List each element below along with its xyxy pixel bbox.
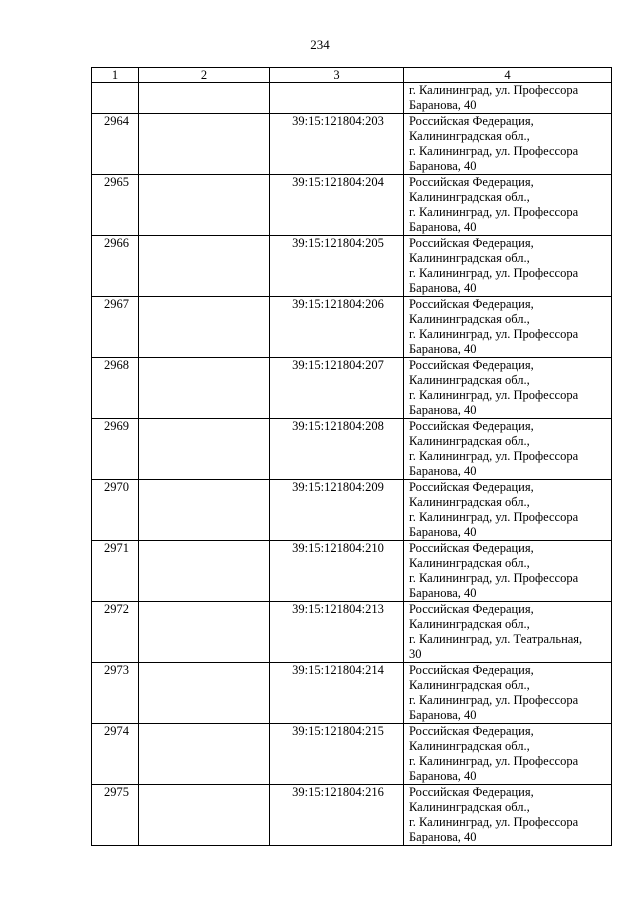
- address-line: Калининградская обл.,: [409, 129, 530, 143]
- cadastral-number-cell: 39:15:121804:215: [270, 724, 404, 785]
- address-line: Российская Федерация,: [409, 785, 534, 799]
- address-line: г. Калининград, ул. Профессора: [409, 815, 579, 829]
- address-line: Баранова, 40: [409, 403, 477, 417]
- col2-cell: [139, 297, 270, 358]
- cadastral-number-cell: 39:15:121804:208: [270, 419, 404, 480]
- address-line: Баранова, 40: [409, 159, 477, 173]
- col2-cell: [139, 480, 270, 541]
- col2-cell: [139, 419, 270, 480]
- address-cell: [404, 602, 612, 663]
- address-line: Баранова, 40: [409, 98, 477, 112]
- table-row: [92, 419, 612, 480]
- address-line: Калининградская обл.,: [409, 678, 530, 692]
- cadastral-number-cell: 39:15:121804:205: [270, 236, 404, 297]
- row-number-cell: 2974: [92, 724, 139, 785]
- address-line: г. Калининград, ул. Профессора: [409, 266, 579, 280]
- column-header-3: 3: [270, 68, 404, 83]
- address-line: г. Калининград, ул. Профессора: [409, 327, 579, 341]
- table-row: [92, 358, 612, 419]
- table-row: [92, 480, 612, 541]
- row-number-cell: 2969: [92, 419, 139, 480]
- table-header: [92, 68, 612, 83]
- address-line: Российская Федерация,: [409, 602, 534, 616]
- address-line: Баранова, 40: [409, 769, 477, 783]
- row-number-cell: [92, 83, 139, 114]
- address-cell: [404, 480, 612, 541]
- address-cell: [404, 785, 612, 846]
- table-row: [92, 602, 612, 663]
- address-line: Российская Федерация,: [409, 114, 534, 128]
- row-number-cell: 2964: [92, 114, 139, 175]
- row-number-cell: 2966: [92, 236, 139, 297]
- address-line: г. Калининград, ул. Профессора: [409, 693, 579, 707]
- address-cell: [404, 663, 612, 724]
- address-line: Калининградская обл.,: [409, 556, 530, 570]
- address-line: г. Калининград, ул. Профессора: [409, 205, 579, 219]
- column-header-1: 1: [92, 68, 139, 83]
- address-line: Баранова, 40: [409, 281, 477, 295]
- address-line: г. Калининград, ул. Профессора: [409, 510, 579, 524]
- address-line: Баранова, 40: [409, 708, 477, 722]
- address-line: Российская Федерация,: [409, 724, 534, 738]
- cadastral-number-cell: 39:15:121804:203: [270, 114, 404, 175]
- table-row: [92, 785, 612, 846]
- cadastral-number-cell: 39:15:121804:213: [270, 602, 404, 663]
- address-line: Российская Федерация,: [409, 236, 534, 250]
- table-row: [92, 663, 612, 724]
- cadastral-number-cell: 39:15:121804:204: [270, 175, 404, 236]
- address-line: Баранова, 40: [409, 220, 477, 234]
- table-row: [92, 541, 612, 602]
- address-line: Баранова, 40: [409, 342, 477, 356]
- address-cell: [404, 236, 612, 297]
- row-number-cell: 2967: [92, 297, 139, 358]
- row-number-cell: 2970: [92, 480, 139, 541]
- row-number-cell: 2971: [92, 541, 139, 602]
- address-line: Баранова, 40: [409, 525, 477, 539]
- table-body: [92, 83, 612, 846]
- col2-cell: [139, 724, 270, 785]
- address-cell: [404, 358, 612, 419]
- address-line: г. Калининград, ул. Профессора: [409, 754, 579, 768]
- address-line: Калининградская обл.,: [409, 190, 530, 204]
- address-cell: [404, 175, 612, 236]
- address-line: г. Калининград, ул. Профессора: [409, 83, 579, 97]
- col2-cell: [139, 236, 270, 297]
- cadastral-number-cell: 39:15:121804:210: [270, 541, 404, 602]
- address-line: Российская Федерация,: [409, 419, 534, 433]
- column-header-2: 2: [139, 68, 270, 83]
- row-number-cell: 2968: [92, 358, 139, 419]
- col2-cell: [139, 83, 270, 114]
- table-row: [92, 114, 612, 175]
- col2-cell: [139, 114, 270, 175]
- address-line: г. Калининград, ул. Профессора: [409, 449, 579, 463]
- address-line: г. Калининград, ул. Профессора: [409, 144, 579, 158]
- address-line: г. Калининград, ул. Профессора: [409, 388, 579, 402]
- address-line: Российская Федерация,: [409, 480, 534, 494]
- address-line: Российская Федерация,: [409, 663, 534, 677]
- address-line: Российская Федерация,: [409, 175, 534, 189]
- address-line: Калининградская обл.,: [409, 373, 530, 387]
- address-line: Калининградская обл.,: [409, 739, 530, 753]
- address-line: Калининградская обл.,: [409, 617, 530, 631]
- address-line: Баранова, 40: [409, 830, 477, 844]
- address-cell: [404, 419, 612, 480]
- cadastral-number-cell: 39:15:121804:214: [270, 663, 404, 724]
- table-row: [92, 236, 612, 297]
- address-line: 30: [409, 647, 422, 661]
- table-row: [92, 724, 612, 785]
- address-line: Баранова, 40: [409, 586, 477, 600]
- cadastral-number-cell: 39:15:121804:216: [270, 785, 404, 846]
- col2-cell: [139, 541, 270, 602]
- address-line: г. Калининград, ул. Профессора: [409, 571, 579, 585]
- header-row: [92, 68, 612, 83]
- address-cell: [404, 541, 612, 602]
- address-line: Российская Федерация,: [409, 541, 534, 555]
- address-line: Российская Федерация,: [409, 297, 534, 311]
- col2-cell: [139, 602, 270, 663]
- row-number-cell: 2975: [92, 785, 139, 846]
- address-line: Калининградская обл.,: [409, 251, 530, 265]
- column-header-4: 4: [404, 68, 612, 83]
- address-line: г. Калининград, ул. Театральная,: [409, 632, 583, 646]
- address-line: Калининградская обл.,: [409, 312, 530, 326]
- row-number-cell: 2972: [92, 602, 139, 663]
- row-number-cell: 2973: [92, 663, 139, 724]
- address-line: Баранова, 40: [409, 464, 477, 478]
- col2-cell: [139, 175, 270, 236]
- table-row: [92, 297, 612, 358]
- registry-table: [91, 67, 612, 846]
- col2-cell: [139, 785, 270, 846]
- address-cell: [404, 83, 612, 114]
- address-line: Калининградская обл.,: [409, 495, 530, 509]
- cadastral-number-cell: 39:15:121804:206: [270, 297, 404, 358]
- row-number-cell: 2965: [92, 175, 139, 236]
- table-row: [92, 175, 612, 236]
- page-number: 234: [310, 37, 330, 52]
- address-cell: [404, 297, 612, 358]
- cadastral-number-cell: [270, 83, 404, 114]
- cadastral-number-cell: 39:15:121804:209: [270, 480, 404, 541]
- address-cell: [404, 724, 612, 785]
- address-cell: [404, 114, 612, 175]
- continuation-row: [92, 83, 612, 114]
- address-line: Российская Федерация,: [409, 358, 534, 372]
- address-line: Калининградская обл.,: [409, 434, 530, 448]
- col2-cell: [139, 358, 270, 419]
- cadastral-number-cell: 39:15:121804:207: [270, 358, 404, 419]
- col2-cell: [139, 663, 270, 724]
- address-line: Калининградская обл.,: [409, 800, 530, 814]
